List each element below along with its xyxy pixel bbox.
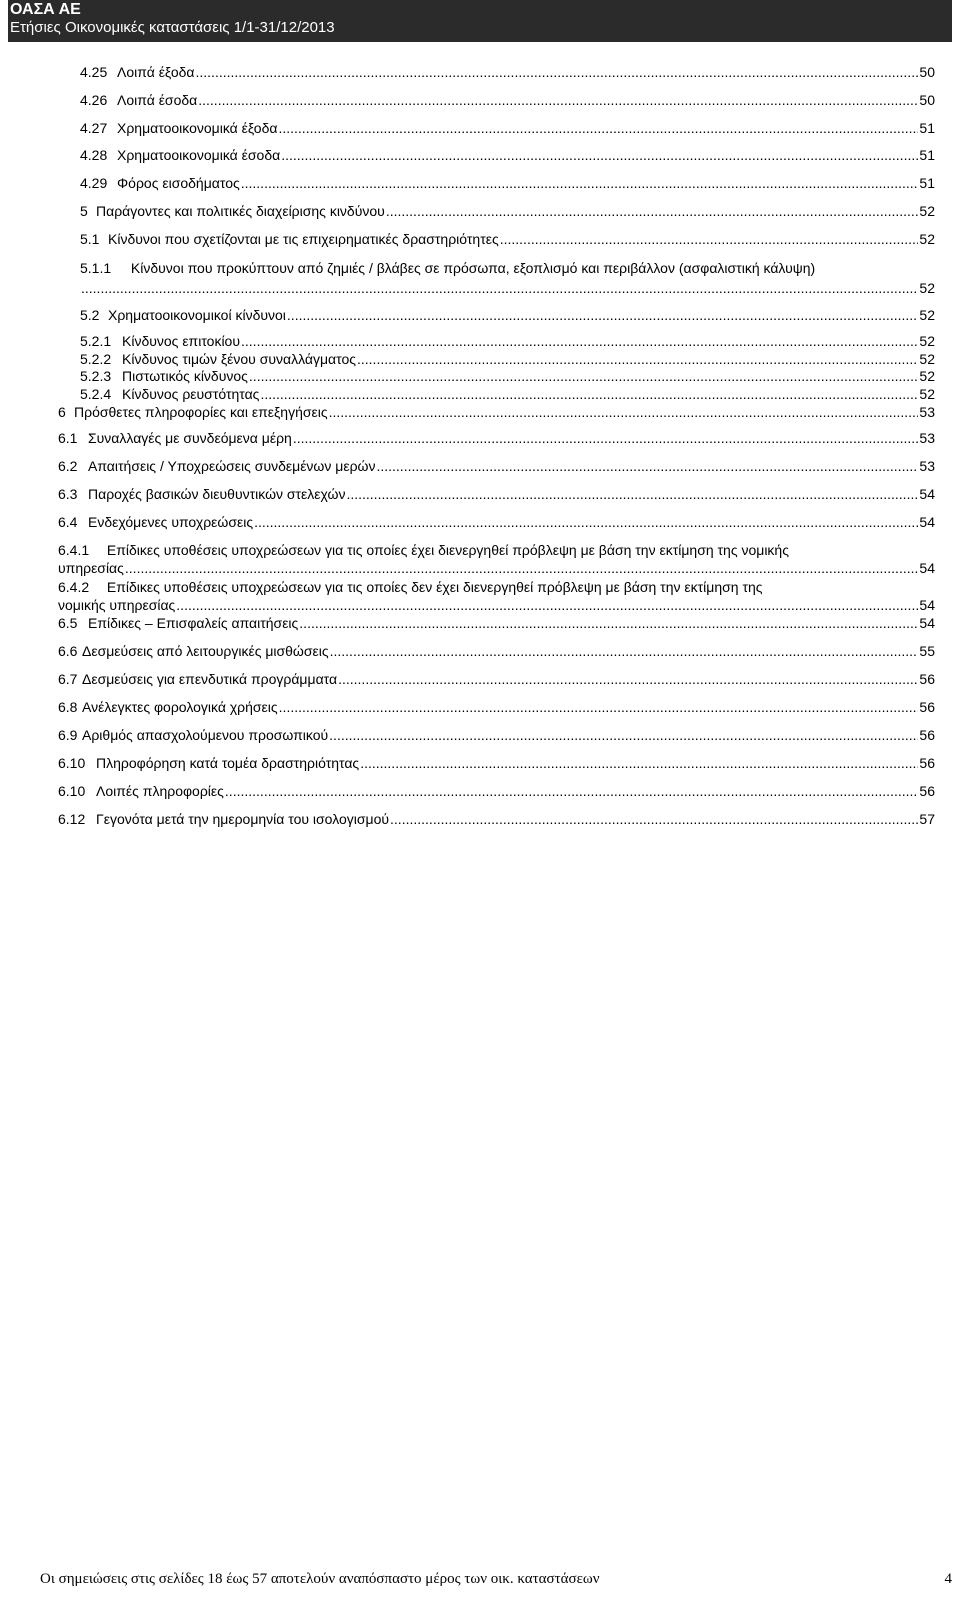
toc-title: Ανέλεγκτες φορολογικά χρήσεις — [82, 699, 278, 715]
toc-entry[interactable] — [58, 578, 935, 614]
toc-entry[interactable] — [58, 429, 935, 447]
toc-leader-dots — [330, 642, 919, 660]
toc-leader-dots — [279, 698, 919, 716]
toc-number: 6.1 — [58, 430, 78, 446]
toc-title: Απαιτήσεις / Υποχρεώσεις συνδεμένων μερών — [88, 458, 376, 474]
toc-leader-dots — [386, 202, 919, 220]
toc-page: 50 — [919, 92, 935, 108]
toc-title: Λοιπά έσοδα — [117, 92, 198, 108]
toc-entry[interactable] — [58, 754, 935, 772]
toc-entry[interactable] — [80, 202, 935, 220]
toc-title: Επίδικες – Επισφαλείς απαιτήσεις — [88, 615, 299, 631]
toc-entry[interactable] — [58, 670, 935, 688]
toc-leader-dots — [278, 119, 918, 137]
toc-entry[interactable] — [80, 332, 935, 350]
toc-page: 51 — [919, 147, 935, 163]
toc-title: Ενδεχόμενες υποχρεώσεις — [88, 514, 254, 530]
toc-number: 6.3 — [58, 486, 78, 502]
toc-leader-dots — [357, 350, 918, 368]
toc-title: Κίνδυνος ρευστότητας — [122, 386, 260, 402]
toc-page: 57 — [919, 811, 935, 827]
toc-number: 6.10 — [58, 783, 86, 799]
toc-page: 52 — [919, 351, 935, 367]
toc-page: 51 — [919, 175, 935, 191]
toc-entry[interactable] — [80, 385, 935, 403]
toc-leader-dots — [225, 782, 919, 800]
toc-number: 6.4.2 — [58, 579, 90, 595]
toc-title: Χρηματοοικονομικά έξοδα — [117, 120, 278, 136]
toc-leader-dots — [260, 385, 918, 403]
toc-title-line: Επίδικες υποθέσεις υποχρεώσεων για τις οποίες δεν έχει διενεργηθεί πρόβλεψη με βάση την εκτίμηση της — [106, 579, 763, 595]
toc-page: 54 — [919, 486, 935, 502]
toc-page: 54 — [919, 514, 935, 530]
toc-page: 53 — [919, 458, 935, 474]
toc-title: Λοιπές πληροφορίες — [96, 783, 224, 799]
toc-page: 52 — [919, 280, 935, 296]
toc-entry[interactable] — [80, 367, 935, 385]
toc-page: 52 — [919, 333, 935, 349]
toc-number: 6.4 — [58, 514, 78, 530]
toc-leader-dots — [293, 429, 919, 447]
toc-title: υπηρεσίας — [58, 560, 124, 576]
toc-entry[interactable] — [80, 306, 935, 324]
toc-leader-dots — [81, 279, 918, 297]
toc-leader-dots — [249, 367, 919, 385]
toc-page: 52 — [919, 386, 935, 402]
toc-title-line: Επίδικες υποθέσεις υποχρεώσεων για τις οποίες έχει διενεργηθεί πρόβλεψη με βάση την εκτίμηση της νομικής — [106, 542, 789, 558]
toc-number: 5.2.4 — [80, 386, 112, 402]
toc-leader-dots — [241, 332, 918, 350]
toc-entry[interactable] — [58, 457, 935, 475]
toc-page: 50 — [919, 64, 935, 80]
toc-title: Πρόσθετες πληροφορίες και επεξηγήσεις — [74, 404, 328, 420]
toc-page: 54 — [919, 597, 935, 613]
toc-title: Δεσμεύσεις από λειτουργικές μισθώσεις — [82, 643, 329, 659]
toc-entry[interactable] — [58, 642, 935, 660]
document-subtitle: Ετήσιες Οικονομικές καταστάσεις 1/1-31/12/2013 — [10, 19, 335, 36]
toc-entry[interactable] — [58, 810, 935, 828]
toc-leader-dots — [287, 306, 919, 324]
toc-page: 53 — [919, 430, 935, 446]
toc-title: Κίνδυνος επιτοκίου — [122, 333, 241, 349]
toc-title: Αριθμός απασχολούμενου προσωπικού — [82, 727, 329, 743]
toc-number: 6 — [58, 404, 66, 420]
toc-number: 5.2.1 — [80, 333, 112, 349]
toc-entry[interactable] — [58, 541, 935, 577]
toc-leader-dots — [281, 146, 918, 164]
toc-number: 5.2 — [80, 307, 100, 323]
toc-leader-dots — [329, 726, 918, 744]
toc-page: 51 — [919, 120, 935, 136]
toc-number: 5.2.2 — [80, 351, 112, 367]
toc-page: 53 — [919, 404, 935, 420]
toc-entry[interactable] — [80, 174, 935, 192]
toc-entry[interactable] — [58, 782, 935, 800]
toc-leader-dots — [176, 596, 918, 614]
toc-number: 6.10 — [58, 755, 86, 771]
toc-page: 52 — [919, 368, 935, 384]
toc-number: 4.25 — [80, 64, 108, 80]
toc-page: 56 — [919, 699, 935, 715]
toc-page: 52 — [919, 203, 935, 219]
toc-entry[interactable] — [58, 403, 935, 421]
toc-number: 4.27 — [80, 120, 108, 136]
toc-number: 6.7 — [58, 671, 78, 687]
toc-title: Γεγονότα μετά την ημερομηνία του ισολογισμού — [96, 811, 390, 827]
toc-leader-dots — [376, 457, 918, 475]
toc-title: Δεσμεύσεις για επενδυτικά προγράμματα — [82, 671, 338, 687]
toc-number: 6.8 — [58, 699, 78, 715]
toc-page: 52 — [919, 307, 935, 323]
toc-number: 5.1.1 — [80, 260, 112, 276]
toc-title: νομικής υπηρεσίας — [58, 597, 176, 613]
toc-page: 56 — [919, 727, 935, 743]
toc-leader-dots — [346, 485, 918, 503]
toc-entry[interactable] — [58, 513, 935, 531]
toc-page: 55 — [919, 643, 935, 659]
toc-number: 6.9 — [58, 727, 78, 743]
toc-entry[interactable] — [80, 259, 935, 297]
company-name: ΟΑΣΑ ΑΕ — [10, 1, 81, 18]
toc-number: 6.2 — [58, 458, 78, 474]
toc-leader-dots — [241, 174, 919, 192]
toc-leader-dots — [254, 513, 918, 531]
toc-title: Κίνδυνοι που προκύπτουν από ζημιές / βλάβες σε πρόσωπα, εξοπλισμό και περιβάλλον (ασφαλιστική κάλυψη) — [130, 260, 816, 276]
page-number: 4 — [944, 1571, 952, 1587]
toc-title: Φόρος εισοδήματος — [117, 175, 240, 191]
toc-leader-dots — [338, 670, 918, 688]
toc-title: Πληροφόρηση κατά τομέα δραστηριότητας — [96, 755, 360, 771]
toc-number: 5.2.3 — [80, 368, 112, 384]
toc-title: Λοιπά έξοδα — [117, 64, 195, 80]
toc-leader-dots — [196, 63, 919, 81]
toc-title: Παροχές βασικών διευθυντικών στελεχών — [88, 486, 346, 502]
toc-entry[interactable] — [80, 146, 935, 164]
toc-entry[interactable] — [58, 614, 935, 632]
toc-number: 6.5 — [58, 615, 78, 631]
toc-title: Συναλλαγές με συνδεόμενα μέρη — [88, 430, 292, 446]
toc-leader-dots — [299, 614, 918, 632]
toc-number: 4.29 — [80, 175, 108, 191]
toc-entry[interactable] — [80, 350, 935, 368]
toc-entry[interactable] — [80, 230, 935, 248]
toc-entry[interactable] — [80, 91, 935, 109]
toc-number: 6.4.1 — [58, 542, 90, 558]
toc-leader-dots — [125, 559, 919, 577]
toc-number: 4.26 — [80, 92, 108, 108]
toc-number: 5 — [80, 203, 88, 219]
toc-number: 4.28 — [80, 147, 108, 163]
toc-leader-dots — [198, 91, 918, 109]
toc-leader-dots — [500, 230, 919, 248]
toc-title: Κίνδυνοι που σχετίζονται με τις επιχειρηματικές δραστηριότητες — [108, 231, 499, 247]
toc-page: 56 — [919, 755, 935, 771]
toc-leader-dots — [390, 810, 918, 828]
toc-title: Παράγοντες και πολιτικές διαχείρισης κινδύνου — [96, 203, 385, 219]
toc-title: Κίνδυνος τιμών ξένου συναλλάγματος — [122, 351, 356, 367]
toc-title: Πιστωτικός κίνδυνος — [122, 368, 248, 384]
toc-entry[interactable] — [80, 63, 935, 81]
toc-page: 56 — [919, 671, 935, 687]
toc-number: 6.12 — [58, 811, 86, 827]
footer-note: Οι σημειώσεις στις σελίδες 18 έως 57 αποτελούν αναπόσπαστο μέρος των οικ. καταστάσεων — [40, 1571, 600, 1587]
toc-page: 54 — [919, 560, 935, 576]
toc-page: 54 — [919, 615, 935, 631]
document-header — [8, 0, 952, 42]
toc-entry[interactable] — [58, 726, 935, 744]
toc-number: 6.6 — [58, 643, 78, 659]
toc-leader-dots — [329, 403, 919, 421]
toc-title: Χρηματοοικονομικοί κίνδυνοι — [108, 307, 286, 323]
toc-entry[interactable] — [80, 119, 935, 137]
toc-title: Χρηματοοικονομικά έσοδα — [117, 147, 281, 163]
toc-page: 56 — [919, 783, 935, 799]
toc-number: 5.1 — [80, 231, 100, 247]
toc-page: 52 — [919, 231, 935, 247]
toc-leader-dots — [360, 754, 918, 772]
toc-entry[interactable] — [58, 485, 935, 503]
toc-entry[interactable] — [58, 698, 935, 716]
